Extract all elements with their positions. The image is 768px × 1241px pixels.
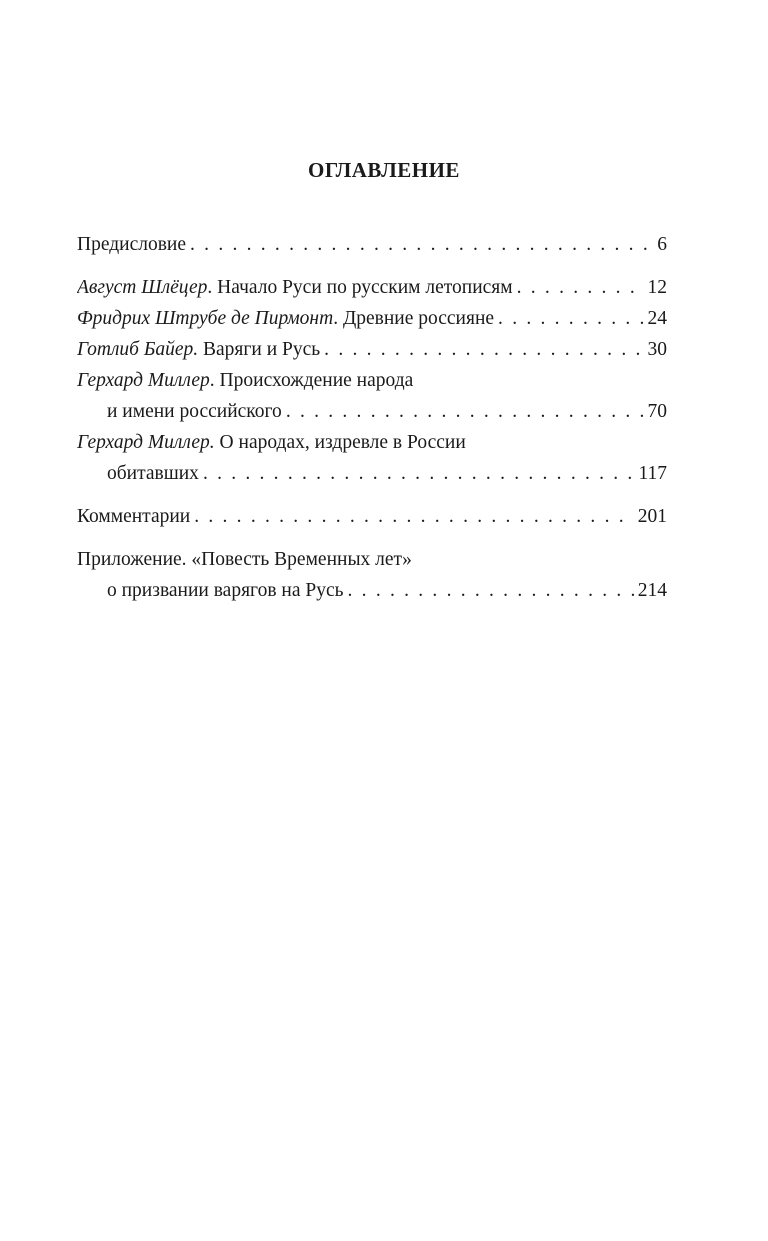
entry-title: Варяги и Русь xyxy=(203,339,321,360)
toc-entry[interactable] xyxy=(77,365,667,427)
dot-leader xyxy=(324,334,643,365)
page-title: ОГЛАВЛЕНИЕ xyxy=(308,158,460,182)
toc-line-continuation xyxy=(77,396,667,427)
entry-title: Приложение. «Повесть Временных лет» xyxy=(77,549,412,570)
toc-line xyxy=(77,272,667,303)
toc-entry[interactable] xyxy=(77,272,667,303)
toc-line xyxy=(77,427,667,458)
entry-author: Август Шлёцер xyxy=(77,277,208,298)
entry-title-continuation: о призвании варягов на Русь xyxy=(107,580,344,601)
dot-leader xyxy=(203,458,635,489)
dot-leader xyxy=(498,303,643,334)
dot-leader xyxy=(194,501,634,532)
page-number: 214 xyxy=(637,580,667,601)
page-number: 201 xyxy=(637,506,667,527)
page-number: 117 xyxy=(638,463,667,484)
toc-line-continuation xyxy=(77,458,667,489)
entry-author: Герхард Миллер xyxy=(77,370,210,391)
dot-leader xyxy=(286,396,644,427)
author-separator: . xyxy=(333,308,343,329)
page-number: 6 xyxy=(657,234,667,255)
toc-entry[interactable] xyxy=(77,544,667,606)
page-number: 70 xyxy=(647,401,667,422)
entry-title: Древние россияне xyxy=(342,308,495,329)
toc-entry[interactable] xyxy=(77,334,667,365)
toc-line-continuation xyxy=(77,575,667,606)
toc-line xyxy=(77,544,667,575)
dot-leader xyxy=(348,575,634,606)
entry-title: О народах, издревле в России xyxy=(219,432,466,453)
toc-line xyxy=(77,501,667,532)
toc-line xyxy=(77,365,667,396)
author-separator: . xyxy=(209,370,220,391)
entry-title-continuation: обитавших xyxy=(107,463,199,484)
toc-line xyxy=(77,229,667,260)
toc-entry[interactable] xyxy=(77,303,667,334)
author-separator: . xyxy=(207,277,218,298)
toc-line xyxy=(77,303,667,334)
entry-title: Предисловие xyxy=(77,234,187,255)
toc-entry[interactable] xyxy=(77,427,667,489)
toc-entry[interactable] xyxy=(77,501,667,532)
table-of-contents xyxy=(77,229,667,606)
page-number: 12 xyxy=(647,277,667,298)
page-number: 30 xyxy=(647,339,667,360)
dot-leader xyxy=(517,272,644,303)
toc-line xyxy=(77,334,667,365)
entry-author: Фридрих Штрубе де Пирмонт xyxy=(77,308,334,329)
entry-title: Происхождение народа xyxy=(219,370,414,391)
dot-leader xyxy=(190,229,653,260)
entry-author: Готлиб Байер. xyxy=(77,339,199,360)
page-number: 24 xyxy=(647,308,667,329)
entry-title-continuation: и имени российского xyxy=(107,401,282,422)
toc-entry[interactable] xyxy=(77,229,667,260)
entry-title: Начало Руси по русским летописям xyxy=(217,277,513,298)
entry-title: Комментарии xyxy=(77,506,191,527)
entry-author: Герхард Миллер. xyxy=(77,432,215,453)
